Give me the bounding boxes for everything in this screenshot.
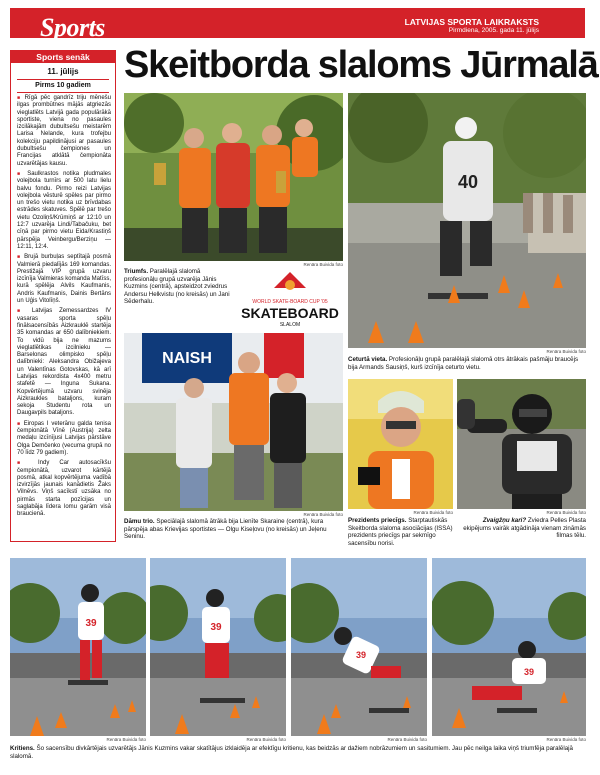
photo-president [348, 379, 453, 509]
jersey-number: 39 [523, 667, 535, 677]
photo-credit: Renāra Buivida foto [546, 510, 586, 515]
photo-credit: Renāra Buivida foto [546, 737, 586, 742]
caption-ladies-trio [124, 518, 343, 541]
sidebar-divider [17, 92, 109, 93]
caption-fall [10, 745, 586, 760]
photo-credit: Renāra Buivida foto [106, 737, 146, 742]
naish-banner: NAISH [162, 350, 212, 367]
sidebar-title: Sports senāk [11, 51, 115, 63]
sidebar-date: 11. jūlijs [47, 67, 79, 76]
caption-lead: Dāmu trio. [124, 518, 155, 525]
sidebar-item: ■ Rīgā pēc gandrīz triju mēnešu ilgas prombūtnes mājās atgriezās vieglatlēts Latvijā gada populārākā sportiste, viena no pasaules izcilākajām dubultsešu meistarēm Larisa Nelande, kura trofejbu kolekciju papildinājusi ar pasaules dubultsešu čempiones un Francijas atklātā čempionāta uzvarētājas kausu. [17, 95, 111, 168]
photo-credit: Renāra Buivida foto [546, 349, 586, 354]
sidebar-item: ■ Latvijas Zemessardzes IV vasaras sporta spēļu finālsacensībās Aizkrauklē startēja 35 komandas ar 650 dalībniekiem. To vidū bija ne mazums vieglatlētikas izcilnieku — Barselonas olimpisko spēļu dalībnieki: Aleksandra Obižajeva un Valentīnas Gotovskas, kā arī Latvijas rekordista 4x400 metru stafetē — Inguna Sukana. Kopvērtējumā uzvaru svinēja Aizkraukles bataljons, kuram sekoja Studentu rota un Daugavpils bataljons. [17, 308, 111, 417]
jersey-number: 39 [210, 622, 222, 633]
sidebar-item: ■ Indy Car autosacīkšu čempionātā, uzvarot kārtējā posmā, atkal kopvērtējuma vadībā izvirzījās jaunais kanādietis Žaks Vilnēvs. Viņš sacīkstī uzsāka no pirmās starta pozīcijas un saglabāja līdera lomu garām visā braucienā. [17, 460, 111, 518]
photo-fall-4 [432, 558, 586, 736]
caption-text: Paralēlajā slalomā profesionāļu grupā uzvarēja Jānis Kuzmins (centrā), apsteidzot zviedrus Andersu Helkvistu (no kreisās) un Jani Sēderhalu. [124, 268, 230, 305]
sidebar-item: ■ Saulkrastos notika pludmales volejbola turnīrs ar 500 latu lielu balvu fondu. Pirmo reizi Latvijas volejbola vēsturē spēles par pirmo un trešo vietu notika uz brīvdabas estrādes skatuves. Spēlē par trešo vietu Ozoliņš/Krūmiņš ar 12:10 un 12:7 uzvarēja Lindi/Tabačuku, bet cīņā par pirmo vietu Eida/Krastiņš pārspēja Veinbergu/Berziņu — 12:11, 12:4. [17, 171, 111, 251]
caption-text: Speciālajā slalomā ātrākā bija Lienīte Skaraine (centrā), kura pārspēja abas Krievijas sportistes — Olgu Kiseļovu (no kreisās) un Jeļenu Seninu. [124, 518, 327, 540]
issue-date: Pirmdiena, 2005. gada 11. jūlijs [448, 27, 539, 34]
publication-name: LATVIJAS SPORTA LAIKRAKSTS [404, 17, 539, 27]
photo-credit: Renāra Buivida foto [303, 512, 343, 517]
caption-triumph [124, 268, 232, 306]
photo-star-wars-skater [457, 379, 586, 509]
caption-lead: Triumfs. [124, 268, 149, 275]
photo-ladies-trio [124, 333, 343, 511]
caption-lead: Ceturtā vieta. [348, 356, 388, 363]
photo-fall-3 [291, 558, 427, 736]
caption-lead: Zvaigžņu kari? [482, 517, 527, 524]
photo-fall-1 [10, 558, 146, 736]
caption-fourth-place [348, 356, 586, 371]
sidebar-sports-history [10, 50, 116, 542]
photo-triumph [124, 93, 343, 261]
photo-fall-2 [150, 558, 286, 736]
sidebar-item: ■ Eiropas I veterānu galda tenisa čempionātā Vīnē (Austrija) zelta medaļu izcīnījusi Latvijas pārstāve Olga Demčenko (vecuma grupā no 70 līdz 79 gadiem). [17, 421, 111, 457]
jersey-number: 39 [85, 618, 97, 629]
logo-top-text: WORLD SKATE-BOARD CUP '05 [252, 299, 328, 305]
photo-credit: Renāra Buivida foto [413, 510, 453, 515]
photo-fourth-place [348, 93, 586, 348]
sidebar-divider [17, 79, 109, 80]
caption-text: Zviedra Pelles Plasta ekipējums vairāk atgādināja vienam zināmās filmas tēlu. [463, 517, 586, 539]
photo-credit: Renāra Buivida foto [303, 262, 343, 267]
jersey-number: 40 [457, 172, 479, 192]
caption-text: Profesionāļu grupā paralēlajā slalomā otrs ātrākais pašmāju braucējs bija Armands Sausiņš, kurš izcīnīja ceturto vietu. [348, 356, 579, 371]
jersey-number: 39 [355, 650, 367, 660]
caption-lead: Prezidents priecīgs. [348, 517, 407, 524]
sidebar-item: ■ Brujā burbuļas septītajā posmā Valmierā piedalījās 169 komandas. Prestižajā VIP grupā uzvaru izcīnīja Valmieras komanda Matīss, kurā spēlēja Alvils Kaufmanis, Andris Kaufmanis, Dainis Bertāns un Uģis Vitolīņš. [17, 254, 111, 305]
caption-lead: Kritiens. [10, 745, 35, 752]
photo-credit: Renāra Buivida foto [246, 737, 286, 742]
logo-sub-text: SLALOM [279, 322, 301, 328]
sidebar-subtitle: Pirms 10 gadiem [35, 82, 91, 89]
photo-credit: Renāra Buivida foto [387, 737, 427, 742]
caption-president [348, 517, 453, 547]
sports-logo: Sports [40, 13, 105, 42]
caption-star-wars [457, 517, 586, 540]
article-headline: Skeitborda slaloms Jūrmalā [124, 44, 598, 86]
skateboard-cup-logo [236, 270, 344, 330]
caption-text: Šo sacensību divkārtējais uzvarētājs Jānis Kuzmins vakar skatītājus izklaidēja ar efektīgu kritienu, kas beidzās ar dažiem nobrāzumiem un sasitumiem. Jau pēc neilga laika viņš triumfēja paralēlajā slalomā. [10, 745, 573, 760]
logo-brand-text: SKATEBOARD [241, 305, 339, 321]
caption-text: Starptautiskās Skeitborda slaloma asociācijas (ISSA) prezidents priecīgs par sekmīgo sacensību norisi. [348, 517, 453, 547]
page-header-bar [10, 8, 585, 42]
sidebar-body [17, 95, 111, 522]
